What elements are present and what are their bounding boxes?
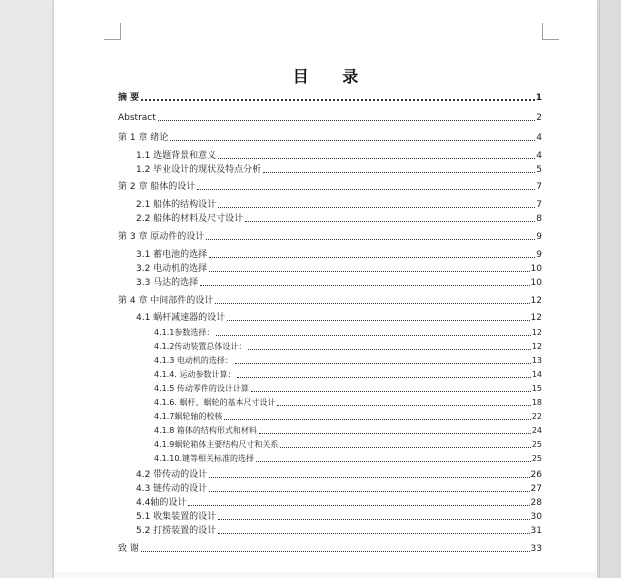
toc-entry[interactable]: [118, 113, 542, 123]
toc-entry-label: 4.1.1参数选择：: [154, 328, 215, 337]
toc-entry-page-number: 27: [530, 484, 542, 494]
toc-entry-page-number: 4: [536, 151, 542, 161]
toc-entry-page-number: 30: [530, 512, 542, 522]
toc-leader-dots: [170, 139, 535, 141]
document-page: [54, 0, 597, 578]
toc-entry-page-number: 10: [530, 278, 542, 288]
toc-leader-dots: [245, 220, 535, 222]
toc-leader-dots: [259, 432, 531, 434]
toc-entry[interactable]: [118, 328, 542, 338]
toc-entry[interactable]: [118, 232, 542, 242]
toc-entry-page-number: 14: [531, 370, 542, 379]
toc-entry-label: 4.1.4. 运动参数计算：: [154, 370, 236, 379]
toc-entry-page-number: 12: [531, 328, 542, 337]
toc-leader-dots: [248, 348, 530, 350]
toc-entry-label: 5.1 收集装置的设计: [136, 512, 217, 522]
toc-entry-label: 2.1 船体的结构设计: [136, 200, 217, 210]
toc-entry[interactable]: [118, 296, 542, 306]
toc-entry[interactable]: [118, 93, 542, 103]
toc-leader-dots: [251, 390, 531, 392]
toc-entry-page-number: 33: [530, 544, 542, 554]
toc-leader-dots: [263, 171, 535, 173]
toc-leader-dots: [216, 334, 530, 336]
toc-entry-label: 1.2 毕业设计的现状及特点分析: [136, 165, 262, 175]
toc-entry-page-number: 4: [536, 133, 542, 143]
toc-entry-page-number: 28: [530, 498, 542, 508]
toc-entry-label: Abstract: [118, 113, 156, 123]
toc-entry-label: 4.1.9蜗轮箱体主要结构尺寸和关系: [154, 440, 279, 449]
toc-entry-page-number: 1: [535, 93, 542, 103]
toc-entry[interactable]: [118, 512, 542, 522]
toc-entry[interactable]: [118, 544, 542, 554]
toc-entry-label: 5.2 打捞装置的设计: [136, 526, 217, 536]
toc-entry-page-number: 25: [531, 440, 542, 449]
toc-leader-dots: [277, 404, 530, 406]
toc-leader-dots: [218, 206, 535, 208]
toc-leader-dots: [188, 504, 529, 506]
toc-leader-dots: [209, 476, 529, 478]
toc-entry-label: 4.1.7蜗轮轴的校核: [154, 412, 223, 421]
toc-entry-page-number: 31: [530, 526, 542, 536]
toc-leader-dots: [256, 460, 531, 462]
toc-entry-page-number: 10: [530, 264, 542, 274]
toc-entry[interactable]: [118, 370, 542, 380]
toc-entry[interactable]: [118, 151, 542, 161]
toc-entry[interactable]: [118, 484, 542, 494]
toc-leader-dots: [197, 188, 535, 190]
toc-entry-page-number: 8: [536, 214, 542, 224]
toc-leader-dots: [227, 319, 529, 321]
toc-entry[interactable]: [118, 278, 542, 288]
toc-entry-page-number: 12: [530, 296, 542, 306]
toc-entry-page-number: 15: [531, 384, 542, 393]
toc-entry-page-number: 9: [536, 232, 542, 242]
toc-entry[interactable]: [118, 426, 542, 436]
toc-entry-page-number: 2: [536, 113, 542, 123]
toc-entry-label: 4.2 带传动的设计: [136, 470, 208, 480]
toc-entry-page-number: 22: [531, 412, 542, 421]
toc-entry-page-number: 25: [531, 454, 542, 463]
toc-entry-label: 4.1.10.键等相关标准的选择: [154, 454, 254, 463]
toc-entry-page-number: 7: [536, 182, 542, 192]
toc-entry-label: 4.4轴的设计: [136, 498, 187, 508]
toc-entry-label: 1.1 选题背景和意义: [136, 151, 217, 161]
toc-leader-dots: [237, 376, 530, 378]
toc-entry-page-number: 24: [531, 426, 542, 435]
toc-entry-label: 4.1.3 电动机的选择：: [154, 356, 233, 365]
toc-leader-dots: [209, 270, 529, 272]
toc-leader-dots: [158, 119, 535, 121]
toc-leader-dots: [224, 418, 530, 420]
toc-entry[interactable]: [118, 470, 542, 480]
margin-corner-top-right: [542, 23, 559, 40]
toc-entry[interactable]: [118, 440, 542, 450]
toc-entry-page-number: 12: [531, 342, 542, 351]
toc-entry[interactable]: [118, 250, 542, 260]
toc-leader-dots: [209, 256, 535, 258]
vertical-scrollbar[interactable]: [599, 0, 621, 578]
toc-entry-label: 3.3 马达的选择: [136, 278, 199, 288]
toc-entry-label: 3.1 蓄电池的选择: [136, 250, 208, 260]
toc-entry[interactable]: [118, 313, 542, 323]
toc-entry-label: 4.3 链传动的设计: [136, 484, 208, 494]
toc-leader-dots: [206, 238, 535, 240]
toc-title: 目 录: [292, 67, 373, 86]
toc-entry-page-number: 13: [531, 356, 542, 365]
toc-entry-label: 第 4 章 中间部件的设计: [118, 296, 214, 306]
toc-entry[interactable]: [118, 454, 542, 464]
toc-entry-label: 摘 要: [118, 93, 140, 103]
toc-leader-dots: [215, 302, 529, 304]
toc-leader-dots: [141, 550, 530, 552]
toc-entry-label: 第 1 章 绪论: [118, 133, 169, 143]
toc-entry-page-number: 26: [530, 470, 542, 480]
toc-entry-label: 第 2 章 船体的设计: [118, 182, 196, 192]
toc-entry-label: 4.1.5 传动零件的设计计算: [154, 384, 249, 393]
toc-leader-dots: [209, 490, 529, 492]
toc-entry-label: 4.1 蜗杆减速器的设计: [136, 313, 226, 323]
toc-entry[interactable]: [118, 214, 542, 224]
toc-entry-page-number: 9: [536, 250, 542, 260]
toc-entry[interactable]: [118, 412, 542, 422]
toc-entry[interactable]: [118, 133, 542, 143]
toc-leader-dots: [200, 284, 529, 286]
toc-entry-label: 4.1.6. 蜗杆、蜗轮的基本尺寸设计: [154, 398, 276, 407]
toc-entry[interactable]: [118, 526, 542, 536]
toc-entry-label: 致 谢: [118, 544, 139, 554]
toc-entry-label: 3.2 电动机的选择: [136, 264, 208, 274]
toc-leader-dots: [218, 157, 535, 159]
toc-entry[interactable]: [118, 384, 542, 394]
toc-entry[interactable]: [118, 165, 542, 175]
toc-entry-label: 第 3 章 原动件的设计: [118, 232, 205, 242]
toc-entry-label: 4.1.2传动装置总体设计：: [154, 342, 247, 351]
toc-entry[interactable]: [118, 342, 542, 352]
toc-leader-dots: [218, 532, 529, 534]
toc-entry-page-number: 7: [536, 200, 542, 210]
margin-corner-top-left: [104, 23, 121, 40]
toc-entry[interactable]: [118, 200, 542, 210]
toc-entry-label: 4.1.8 箱体的结构形式和材料: [154, 426, 257, 435]
toc-entry-label: 2.2 船体的材料及尺寸设计: [136, 214, 244, 224]
toc-leader-dots: [280, 446, 530, 448]
toc-entry[interactable]: [118, 182, 542, 192]
toc-leader-dots: [235, 362, 531, 364]
toc-entry-page-number: 12: [530, 313, 542, 323]
toc-leader-dots: [218, 518, 529, 520]
toc-entry-page-number: 18: [531, 398, 542, 407]
toc-entry-page-number: 5: [536, 165, 542, 175]
toc-entry[interactable]: [118, 398, 542, 408]
page-bottom-edge: [54, 572, 597, 578]
toc-entry[interactable]: [118, 498, 542, 508]
toc-entry[interactable]: [118, 264, 542, 274]
toc-entry[interactable]: [118, 356, 542, 366]
toc-leader-dots: [141, 98, 535, 101]
